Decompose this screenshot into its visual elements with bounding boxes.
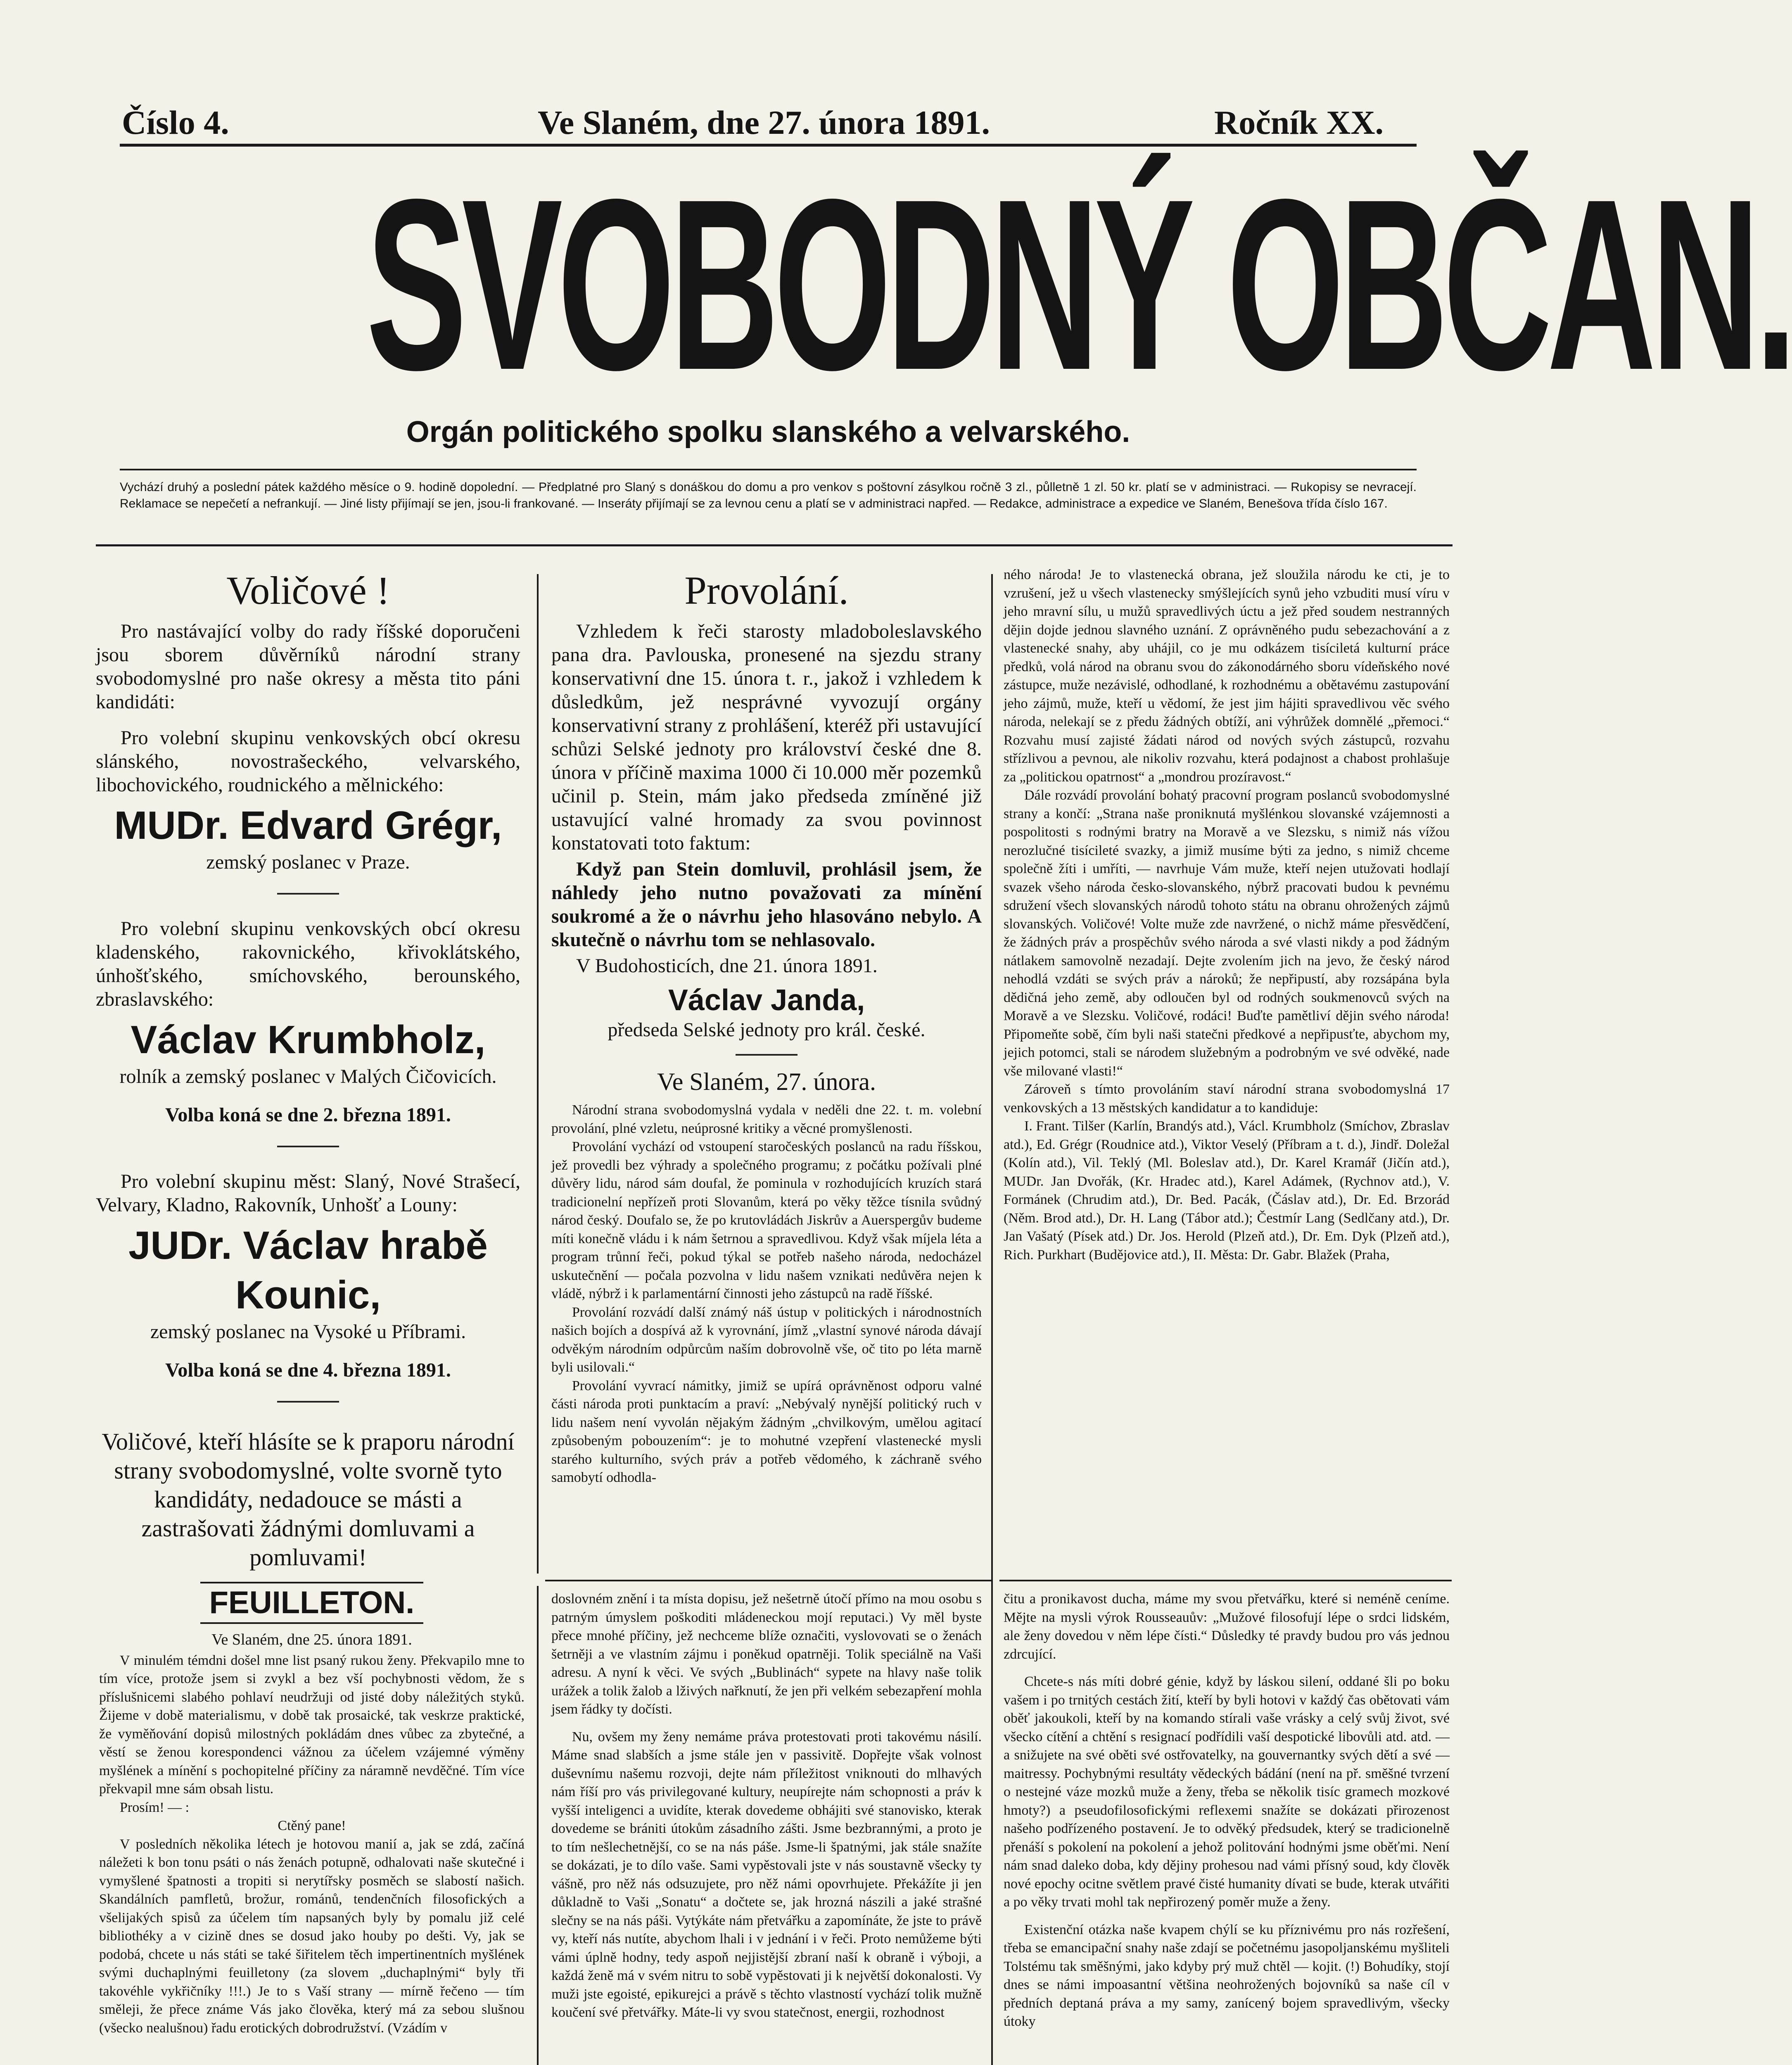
candidate-2-name: Václav Krumbholz, bbox=[131, 1018, 486, 1062]
column-proclamation-continued bbox=[1004, 566, 1450, 1264]
subscription-notice: Vychází druhý a poslední pátek každého měsíce o 9. hodině dopolední. — Předplatné pro Slaný s donáškou do domu a pro venkov s poštovní zásylkou ročně 3 zl., půlletně 1 zl. 50 kr. platí se v administraci. — Rukopisy se nevracejí. Reklamace se nepečetí a nefrankují. — Jiné listy přijímají se jen, jsou-li frankované. — Inseráty přijímají se za levnou cenu a platí se v administraci napřed. — Redakce, administrace a expedice ve Slaném, Benešova třída číslo 167. bbox=[120, 480, 1417, 510]
candidate-3-name: JUDr. Václav hrabě Kounic, bbox=[128, 1223, 488, 1317]
column-divider-2 bbox=[991, 574, 993, 2065]
article-paragraph: Dále rozvádí provolání bohatý pracovní program poslanců svobodomyslné strany a končí: „Strana naše proniknutá myšlénkou slovanské vzájemnosti a pospolitosti s rodnými bratry na Moravě a ve Slezsku, s nimiž nás vížou nerozlučné tisícileté svazky, a jimiž musíme býti za jedno, s nimiž chceme společně žíti i umříti, — navrhuje Vám muže, kteří nejen utužovati hodlají svazek všeho národa česko-slovanského, nýbrž pracovati budou k pevnému sdružení všech slovanských národů tohoto státu na obranu ohrožených zájmů slovanských. Voličové! Volte muže zde navržené, o nichž máme přesvědčení, že žádných práv a prospěchův svého národa a své vlasti nikdy a pod žádným nátlakem samovolně nezadají. Dejte zvolením jich na jevo, že český národ nehodlá vzdáti se svých práv a nároků; že nepřipustí, aby rozsápána byla dědičná jeho země, aby odloučen byl od rodných soukmenovců svých na Moravě a ve Slezsku. Voličové, rodáci! Buďte pamětliví dějin svého národa! Připomeňte sobě, čím byli naši statečni předkové a nepřipusťte, abychom my, jejich potomci, stali se národem služebným a podrobným ve své odvěké, nade vše milované vlasti!“ bbox=[1004, 788, 1450, 1079]
feuilleton-column-2 bbox=[551, 1590, 982, 2022]
article-paragraph: ného národa! Je to vlastenecká obrana, jež sloužila národu ke cti, je to vzrušení, jež u všech vlastenecky smýšlejících synů jeho vzbuditi musí víru v jeho mravní sílu, u mužů spravedlivých úctu a jež před soudem nestranných dějin dojde jednou slavného uznání. Z oprávněného pudu sebezachování a z vlastenecké snahy, aby uhájil, co je mu odkázem tisíciletá kulturní práce předků, volá národ na obranu svou do zákonodárného sboru vídeňského nové zástupce, muže nezávislé, odhodlané, k rozhodnému a obětavému zastupování jeho zájmů, muže, kteří u vědomí, že jest jim hájiti spravedlivou věc svého národa, nelekají se z předu žádných obtíží, ani výhrůžek domnělé „přemoci.“ Rozvahu musí zajisté žádati národ od nových svých zástupců, rozvahu střízlivou a pevnou, ale nikoliv rozvahu, která podajnost a chabost prohlašuje za „politickou opatrnost“ a „mondrou prozíravost.“ bbox=[1004, 567, 1450, 785]
notice-rule-top bbox=[120, 469, 1417, 470]
feuilleton-rule bbox=[999, 1580, 1452, 1581]
feuilleton-dateline: Ve Slaném, dne 25. února 1891. bbox=[211, 1631, 412, 1648]
candidate-1-role: zemský poslanec v Praze. bbox=[206, 851, 410, 873]
masthead-subtitle: Orgán politického spolku slanského a velvarského. bbox=[406, 415, 1130, 449]
column-candidates bbox=[96, 566, 520, 1574]
article-text bbox=[551, 1101, 982, 1487]
feuilleton-paragraph: čitu a pronikavost ducha, máme my svou přetvářku, které si neméně ceníme. Mějte na mysli výrok Rousseauův: „Mužové filosofují lépe o srdci lidském, ale ženy dovedou v něm lépe čísti.“ Důsledky té pravdy budou pro vás jednou zdrcující. bbox=[1004, 1591, 1450, 1662]
feuilleton-paragraph: Nu, ovšem my ženy nemáme práva protestovati proti takovému násilí. Máme snad slabších a jsme stále jen v passivitě. Dopřejte však volnost duševnímu našemu rozvoji, dejte nám příležitost vniknouti do mlhavých nám říší pro vás privilegované kultury, neupírejte nám schopnosti a práv k vyšší inteligenci a uvidíte, kterak dovedeme obhájiti své stanovisko, kterak dovedeme se brániti útokům zásadního zášti. Jsme bezbrannými, a proto je to tím nešlechetnější, co se na nás páše. Jsme-li špatnými, jak stále snažíte se dokázati, je to dílo vaše. Sami vypěstovali jste v nás soustavně všecky ty vášně, pro něž nás odsuzujete, pro něž námi opovrhujete. Překážíte ji jen důkladně to Vaši „Sonatu“ a dočtete se, jak hrozná nászili a jaké strašné slečny se na nás páši. Vytýkáte nám přetvářku a zapomínáte, že jste to právě vy, kteří nás nutíte, abychom lhali i v jednání i v řeči. Proto nemůžeme býti vámi úplně hodny, tedy aspoň nejjistější zbraní naší k obraně i výboji, a každá ženě má v svém nitru to sobě vypěstovati ji k největší dokonalosti. Vy muži jste egoisté, epikurejci a právě s těchto vlastností vychází tolik mužně koučení své přetvářky. Máte-li vy svou statečnost, energii, rozhodnost bbox=[551, 1729, 982, 2020]
article-paragraph: Národní strana svobodomyslná vydala v neděli dne 22. t. m. volební provolání, plné vzletu, neúprosné kritiky a věcné promyšlenosti. bbox=[551, 1102, 982, 1136]
separator bbox=[277, 893, 339, 895]
notice-rule-bottom bbox=[96, 544, 1453, 546]
feuilleton-paragraph: Chcete-s nás míti dobré génie, když by láskou silení, oddané šli po boku vašem i po trnitých cestách žití, kteří by byli hotovi v každý čas obětovati vám oběť jakoukoli, kteří by na komando stírali vaše vrásky a celý svůj život, své všecko cítění a chtění s resignací podřídili vaší despotické libovůli atd. atd. — a snižujete na své oběti své ostřovatelky, na gouvernantky svých dětí a své — maitressy. Pochybnými resultáty vědeckých bádání (není na př. směšné tvrzení o nestejné váze mozků muže a ženy, třeba se několik tisíc gramech mozkové hmoty?) a pseudofilosofickými reflexemi snažíte se dokázati přirozenost našeho podřízeného postavení. Je to odvěký předsudek, který se tradicionelně přenáší s pokolení na pokolení a jehož politování hodnými jsme oběťmi. Není nám snad daleko doba, kdy dějiny prohesou nad vámi přísný soud, kdy člověk nové epochy ocitne světlem pravé čisté humanity dívati se bude, kterak utvářiti a po věky trvati mohl tak nepřirozený poměr muže a ženy. bbox=[1004, 1674, 1450, 1910]
feuilleton-paragraph: Existenční otázka naše kvapem chýlí se ku příznivému pro nás rozřešení, třeba se emancipační snahy naše zdají se početnému jasopoljanskému myšliteli Tolstému tak směšnými, jako kdyby prý muž chtěl — kojit. (!) Bohudíky, stojí dnes se námi impoasantní většina neohrožených bojovníků sa naše cíl v předních deptaná práva a my samy, zanícený bojem spravedlivým, všecky útoky bbox=[1004, 1922, 1450, 2029]
group-2-text: Pro volební skupinu venkovských obcí okresu kladenského, rakovnického, křivoklátského, únhošťského, smíchovského, berounského, zbraslavského: bbox=[96, 918, 520, 1010]
separator bbox=[277, 1146, 339, 1147]
feuilleton-paragraph: Prosím! — : bbox=[120, 1799, 190, 1815]
candidates-intro: Pro nastávající volby do rady říšské doporučeni jsou sborem důvěrníků národní strany svobodomyslné pro naše okresy a města tito páni kandidáti: bbox=[96, 620, 520, 713]
article-paragraph: Provolání vyvrací námitky, jimiž se upírá oprávněnost odporu valné části národa proti punktacím a praví: „Nebývalý nynější politický ruch v lidu našem není vyvolán nějakým žádným „chvilkovým, umělou agitací způsobeným pobouzením“: je to mohutné vzepření vlastenecké mysli starého kulturního, svých práv a potřeb vědomého, k záchraně svého samobytí odhodla- bbox=[551, 1378, 982, 1485]
volume-number: Ročník XX. bbox=[1214, 104, 1384, 141]
candidate-list: I. Frant. Tilšer (Karlín, Brandýs atd.), Václ. Krumbholz (Smíchov, Zbraslav atd.), Ed. Grégr (Roudnice atd.), Viktor Veselý (Příbram a t. d.), Jindř. Doležal (Kolín atd.), Vil. Teklý (Ml. Boleslav atd.), Dr. Karel Kramář (Jičín atd.), MUDr. Jan Dvořák, (Kr. Hradec atd.), Karel Adámek, (Rychnov atd.), V. Formánek (Chrudim atd.), Dr. Bed. Pacák, (Čáslav atd.), Dr. Ed. Brzorád (Něm. Brod atd.), Dr. H. Lang (Tábor atd.); Čestmír Lang (Sedlčany atd.), Dr. Jan Vašatý (Písek atd.) Dr. Jos. Herold (Plzeň atd.), Dr. Em. Dyk (Plzeň atd.), Rich. Purkhart (Budějovice atd.), II. Města: Dr. Gabr. Blažek (Praha, bbox=[1004, 1118, 1450, 1263]
signature-name: Václav Janda, bbox=[668, 984, 865, 1017]
candidate-1-name: MUDr. Edvard Grégr, bbox=[114, 803, 502, 847]
feuilleton-paragraph: V posledních několika létech je hotovou manií a, jak se zdá, začíná náležeti k bon tonu psáti o nás ženách potupně, odhalovati naše skutečné i vymyšlené špatnosti a tropiti si nerytířsky posměch se slabostí našich. Skandálních pamfletů, brožur, románů, tendenčních filosofických a všelijakých spisů za účelem tím napsaných byly by pomalu již celé bibliothéky a v cizině dnes se dosud jako houby po dešti. Vy, jak se podobá, chcete u nás státi se také šiřitelem těch impertinentních myšlének svými duchaplnými feuilletony (za slovem „duchaplnými“ byly tři takovéhle vykřičníky !!!.) Je to s Vaší strany — mírně řečeno — tím směleji, že přece známe Vás jako člověka, který má za sebou slušnou (všecko nealušnou) řadu erotických dobrodružství. (Vzádím v bbox=[99, 1836, 525, 2036]
proclamation-body: Vzhledem k řeči starosty mladoboleslavského pana dra. Pavlouska, pronesené na sjezdu strany konservativní dne 15. února t. r., jakož i vzhledem k důsledkům, jež nesprávné vyvozují orgány konservativní strany z prohlášení, kteréž při ustavující schůzi Selské jednoty pro království české dne 8. února v příčině maxima 1000 či 10.000 měr pozemků učinil p. Stein, mám jako předseda zmíněné již ustavující valné hromady za svou povinnost konstatovati toto faktum: bbox=[551, 620, 982, 854]
masthead-title: SVOBODNÝ OBČAN. bbox=[366, 149, 1792, 421]
vote-date-2: Volba koná se dne 4. března 1891. bbox=[165, 1359, 451, 1381]
article-paragraph: Zároveň s tímto provoláním staví národní strana svobodomyslná 17 venkovských a 13 městských kandidatur a to kandiduje: bbox=[1004, 1082, 1450, 1116]
feuilleton-column-3 bbox=[1004, 1590, 1450, 2031]
feuilleton-rule bbox=[545, 1580, 991, 1581]
vote-date-1: Volba koná se dne 2. března 1891. bbox=[165, 1104, 451, 1126]
separator bbox=[736, 1054, 797, 1056]
candidate-3-role: zemský poslanec na Vysoké u Příbrami. bbox=[150, 1321, 466, 1343]
article-dateline: Ve Slaném, 27. února. bbox=[657, 1068, 876, 1095]
issue-number: Číslo 4. bbox=[122, 104, 229, 141]
feuilleton-paragraph: doslovném znění i ta místa dopisu, jež nešetrně útočí přímo na mou osobu s patrným úmyslem poškoditi mládeneckou mojí reputaci.) Vy měl byste přece mnohé příčiny, jež nechceme blíže označiti, vyslovovati se o ženách šetrněji a ve vlastním zájmu i poněkud opatrněji. Tolik speciálně na Vaši adresu. A nyní k věci. Ve svých „Bublinách“ sypete na hlavy naše tolik urážek a tolik žalob a lživých nařknutí, že jen při velkém sebezapření mohla jsem řádky ty dočísti. bbox=[551, 1591, 982, 1717]
column-proclamation bbox=[551, 566, 982, 1487]
column-divider-1-lower bbox=[537, 1586, 539, 2065]
feuilleton-paragraph: V minulém témdni došel mne list psaný rukou ženy. Překvapilo mne to tím více, protože jsem si zvykl a bez vší pochybnosti vědom, že s příslušnicemi slabého pohlaví neudržuji od jisté doby náležitých styků. Žijeme v době materialismu, v době tak prosaické, tak veskrze praktické, že vyměňování dopisů milostných pokládám dnes vůbec za zbytečné, a věstí se ženou korespondenci vážnou za účelem vzájemné výměny myšlének a mínění s pochopitelné příčiny za náramně nevděčné. Tím více překvapil mne sám obsah listu. bbox=[99, 1652, 525, 1797]
letter-salutation: Ctěný pane! bbox=[278, 1818, 346, 1833]
article-paragraph: Provolání rozvádí další známý náš ústup v politických i národnostních našich bojích a dospívá až k vyrovnání, jímž „vlastní synové národa dávají odvěkým národním odpůrcům naším dobrovolně vše, oč tito po léta marně byli usilovali.“ bbox=[551, 1304, 982, 1375]
group-1-text: Pro volební skupinu venkovských obcí okresu slánského, novostrašeckého, velvarského, libochovického, roudnického a mělnického: bbox=[96, 727, 520, 796]
proclamation-place: V Budohosticích, dne 21. února 1891. bbox=[576, 955, 878, 977]
group-3-text: Pro volební skupinu měst: Slaný, Nové Strašecí, Velvary, Kladno, Rakovník, Unhošť a Louny: bbox=[96, 1170, 520, 1216]
candidates-title: Voličové ! bbox=[226, 568, 390, 612]
feuilleton-column-1 bbox=[99, 1582, 525, 2037]
header-line bbox=[120, 103, 1417, 145]
feuilleton-title: FEUILLETON. bbox=[209, 1585, 415, 1620]
article-paragraph: Provolání vychází od vstoupení staročeských poslanců na radu říšskou, jež provedli bez výhrady a společného programu; z počátku požívali plné důvěry lidu, národ sám doufal, že pominula v rozhodujících kruzích stará tradicionelní nepřízeň proti Slovanům, která po věky těžce tísnila svůdný národ český. Doufalo se, že po krutovládách Jiskrův a Auerspergův budeme míti konečně vládu i k nám šetrnou a spravedlivou. Když však míjela léta a program trůnní řeči, pokud týkal se potřeb našeho národa, nedocházel uskutečnění — počala pozvolna v lidu našem vznikati nedůvěra nejen k vládě, nýbrž i k parlamentární činnosti jeho zástupců na radě říšské. bbox=[551, 1139, 982, 1301]
signature-role: předseda Selské jednoty pro král. české. bbox=[608, 1019, 926, 1041]
column-divider-1-upper bbox=[537, 574, 539, 1574]
proclamation-bold: Když pan Stein domluvil, prohlásil jsem, že náhledy jeho nutno považovati za mínění soukromé a že o návrhu jeho hlasováno nebylo. A skutečně o návrhu tom se nehlasovalo. bbox=[551, 858, 982, 951]
voters-appeal: Voličové, kteří hlásíte se k praporu národní strany svobodomyslné, volte svorně tyto kandidáty, nedadouce se másti a zastrašovati žádnými domluvami a pomluvami! bbox=[102, 1428, 515, 1571]
candidate-2-role: rolník a zemský poslanec v Malých Čičovicích. bbox=[119, 1066, 497, 1087]
feuilleton-title-box bbox=[200, 1582, 423, 1624]
dateline: Ve Slaném, dne 27. února 1891. bbox=[538, 104, 990, 141]
separator bbox=[277, 1401, 339, 1403]
header-rule bbox=[120, 144, 1417, 147]
proclamation-title: Provolání. bbox=[684, 568, 849, 612]
